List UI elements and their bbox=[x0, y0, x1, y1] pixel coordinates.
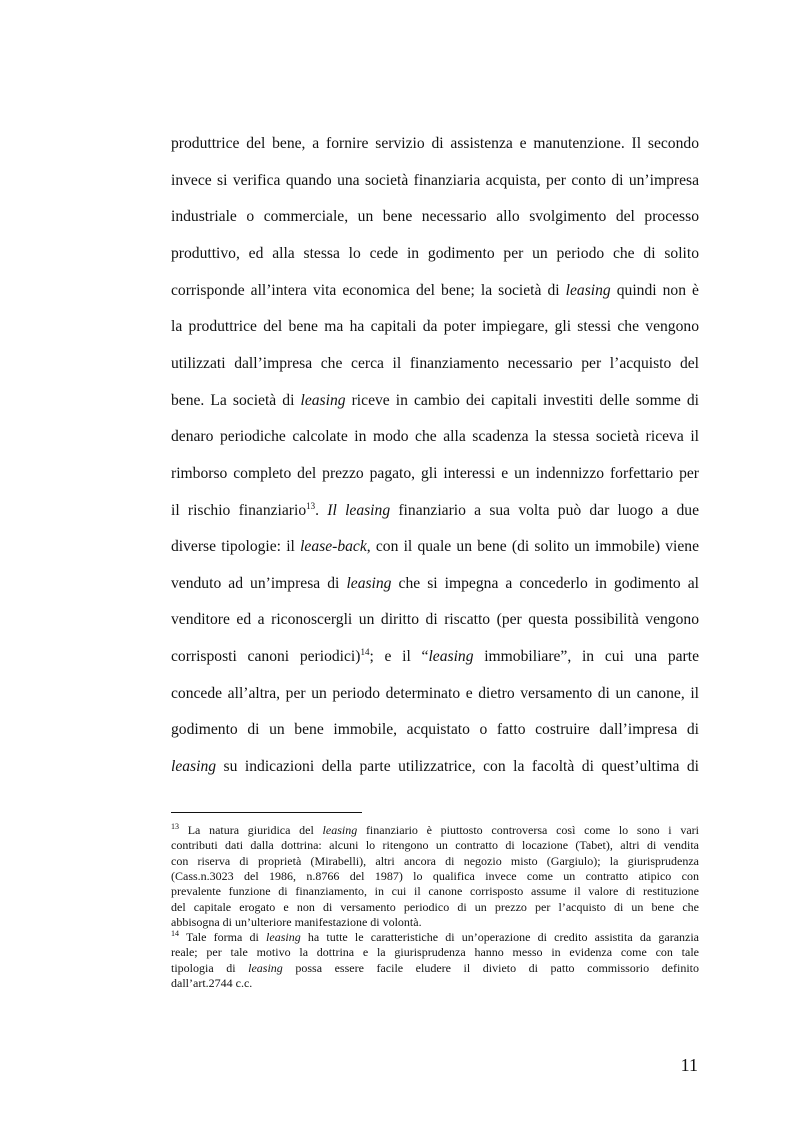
italic-term: leasing bbox=[322, 823, 358, 837]
footnote-line: con riserva di proprietà (Mirabelli), altri ancora di negozio misto (Gargiulo); la giurisprudenza bbox=[171, 853, 699, 868]
body-line: venditore ed a riconoscergli un diritto di riscatto (per questa possibilità vengono bbox=[171, 611, 699, 629]
body-line: concede all’altra, per un periodo determinato e dietro versamento di un canone, il bbox=[171, 684, 699, 702]
footnote-ref: 14 bbox=[171, 929, 179, 939]
footnote-ref: 13 bbox=[171, 822, 179, 831]
body-line: invece si verifica quando una società finanziaria acquista, per conto di un’impresa bbox=[171, 171, 699, 189]
body-line: leasing su indicazioni della parte utilizzatrice, con la facoltà di quest’ultima di bbox=[171, 758, 699, 776]
footnote-line: tipologia di leasing possa essere facile eludere il divieto di patto commissorio definito bbox=[171, 960, 699, 975]
footnote-line: reale; per tale motivo la dottrina e la giurisprudenza hanno messo in evidenza come con tale bbox=[171, 945, 699, 960]
italic-term: leasing bbox=[346, 574, 392, 592]
footnote-ref: 14 bbox=[360, 646, 370, 657]
body-line: venduto ad un’impresa di leasing che si impegna a concederlo in godimento al bbox=[171, 574, 699, 592]
italic-term: leasing bbox=[171, 758, 217, 776]
body-line: il rischio finanziario$^{13}$. Il leasing finanziario a sua volta può dar luogo a due bbox=[171, 500, 699, 519]
footnote-line: dall’art.2744 c.c. bbox=[171, 976, 253, 990]
body-line: produttrice del bene, a fornire servizio di assistenza e manutenzione. Il secondo bbox=[171, 135, 699, 152]
footnote-line: $^{13}$ La natura giuridica del leasing finanziario è piuttosto controversa così come lo sono i vari bbox=[171, 822, 699, 837]
body-line: bene. La società di leasing riceve in cambio dei capitali investiti delle somme di bbox=[171, 391, 699, 409]
footnote-line: del capitale erogato e non di versamento periodico di un prezzo per l’acquisto di un bene che bbox=[171, 899, 699, 914]
italic-term: leasing bbox=[565, 281, 611, 299]
footnote-separator bbox=[171, 812, 362, 813]
body-line: rimborso completo del prezzo pagato, gli interessi e un indennizzo forfettario per bbox=[171, 464, 699, 482]
page-number: 11 bbox=[680, 1055, 698, 1075]
footnote-ref: 13 bbox=[306, 500, 316, 511]
body-line: diverse tipologie: il lease-back, con il quale un bene (di solito un immobile) viene bbox=[171, 538, 699, 556]
body-line: godimento di un bene immobile, acquistato o fatto costruire dall’impresa di bbox=[171, 721, 699, 739]
body-line: la produttrice del bene ma ha capitali da poter impiegare, gli stessi che vengono bbox=[171, 318, 699, 336]
italic-term: lease-back bbox=[300, 538, 367, 556]
italic-term: Il leasing bbox=[327, 501, 391, 519]
footnote-line: $^{14}$ Tale forma di leasing ha tutte le caratteristiche di un’operazione di credito assistita da garanzia bbox=[171, 929, 700, 945]
body-line: utilizzati dall’impresa che cerca il finanziamento necessario per l’acquisto del bbox=[171, 354, 699, 372]
body-line: produttivo, ed alla stessa lo cede in godimento per un periodo che di solito bbox=[171, 244, 699, 262]
italic-term: leasing bbox=[248, 960, 283, 975]
body-line: denaro periodiche calcolate in modo che alla scadenza la stessa società riceva il bbox=[171, 428, 699, 446]
body-line: industriale o commerciale, un bene necessario allo svolgimento del processo bbox=[171, 208, 699, 226]
italic-term: leasing bbox=[428, 648, 474, 666]
footnote-line: abbisogna di un’ulteriore manifestazione di volontà. bbox=[171, 914, 422, 929]
italic-term: leasing bbox=[300, 391, 346, 409]
footnote-line: contributi dati dalla dottrina: alcuni lo ritengono un contratto di locazione (Tabet), altri di vendita bbox=[171, 838, 699, 853]
footnote-line: prevalente funzione di finanziamento, in cui il canone corrisposto assume il valore di restituzione bbox=[171, 884, 699, 899]
body-line: corrisposti canoni periodici)$^{14}$; e il “leasing immobiliare”, in cui una parte bbox=[171, 646, 699, 666]
body-line: corrisponde all’intera vita economica del bene; la società di leasing quindi non è bbox=[171, 281, 699, 299]
footnote-line: (Cass.n.3023 del 1986, n.8766 del 1987) lo qualifica invece come un contratto atipico con bbox=[171, 868, 699, 883]
italic-term: leasing bbox=[266, 930, 301, 945]
